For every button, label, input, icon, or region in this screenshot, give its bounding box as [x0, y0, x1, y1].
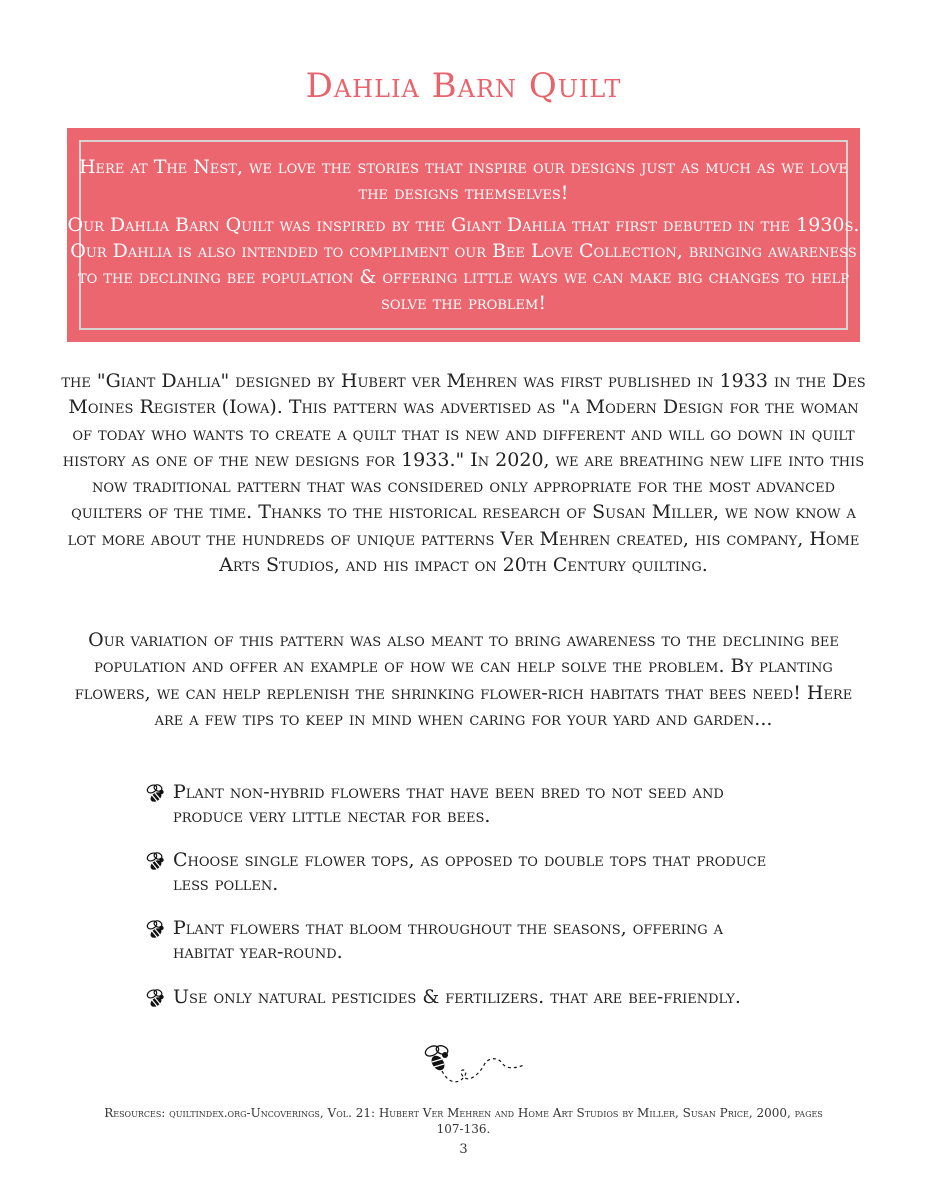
tip-text: Plant flowers that bloom throughout the seasons, offering a habitat year-round.: [173, 917, 724, 963]
awareness-paragraph: Our variation of this pattern was also meant to bring awareness to the declining bee population and offer an example of how we can help solve the problem. By planting flowers, we can help replenish the shrinking flower-rich habitats that bees need! Here are a few tips to keep in mind when caring for your yard and garden...: [74, 629, 853, 730]
bee-icon: [145, 989, 167, 1009]
banner-intro-text: Here at The Nest, we love the stories that inspire our designs just as much as we love the designs themselves!: [78, 156, 849, 204]
tip-text: Choose single flower tops, as opposed to double tops that produce less pollen.: [173, 849, 767, 895]
bee-icon: [145, 852, 167, 872]
banner-inspiration-text: Our Dahlia Barn Quilt was inspired by the Giant Dahlia that first debuted in the 1930s. Our Dahlia is also intended to compliment our Bee Love Collection, bringing awareness to the declining bee population & offering little ways we can make big changes to help solve the problem!: [67, 214, 860, 314]
page-number: 3: [459, 1142, 468, 1157]
history-paragraph: the "Giant Dahlia" designed by Hubert ver Mehren was first published in 1933 in the Des Moines Register (Iowa). This pattern was advertised as "a Modern Design for the woman of today who wants to create a quilt that is new and different and will go down in quilt history as one of the new designs for 1933." In 2020, we are breathing new life into this now traditional pattern that was considered only appropriate for the most advanced quilters of the time. Thanks to the historical research of Susan Miller, we now know a lot more about the hundreds of unique patterns Ver Mehren created, his company, Home Arts Studios, and his impact on 20th Century quilting.: [61, 370, 866, 577]
page-title: Dahlia Barn Quilt: [305, 66, 622, 106]
bee-icon: [145, 784, 167, 804]
tip-text: Use only natural pesticides & fertilizers. that are bee-friendly.: [173, 986, 741, 1008]
tip-text: Plant non-hybrid flowers that have been bred to not seed and produce very little nectar for bees.: [173, 781, 724, 827]
intro-banner: [67, 128, 860, 342]
bee-icon: [145, 920, 167, 940]
resources-citation: Resources: quiltindex.org-Uncoverings, Vol. 21: Hubert Ver Mehren and Home Art Studios by Miller, Susan Price, 2000, pages 107-136.: [104, 1106, 823, 1136]
bee-trail-icon: [418, 1043, 530, 1089]
